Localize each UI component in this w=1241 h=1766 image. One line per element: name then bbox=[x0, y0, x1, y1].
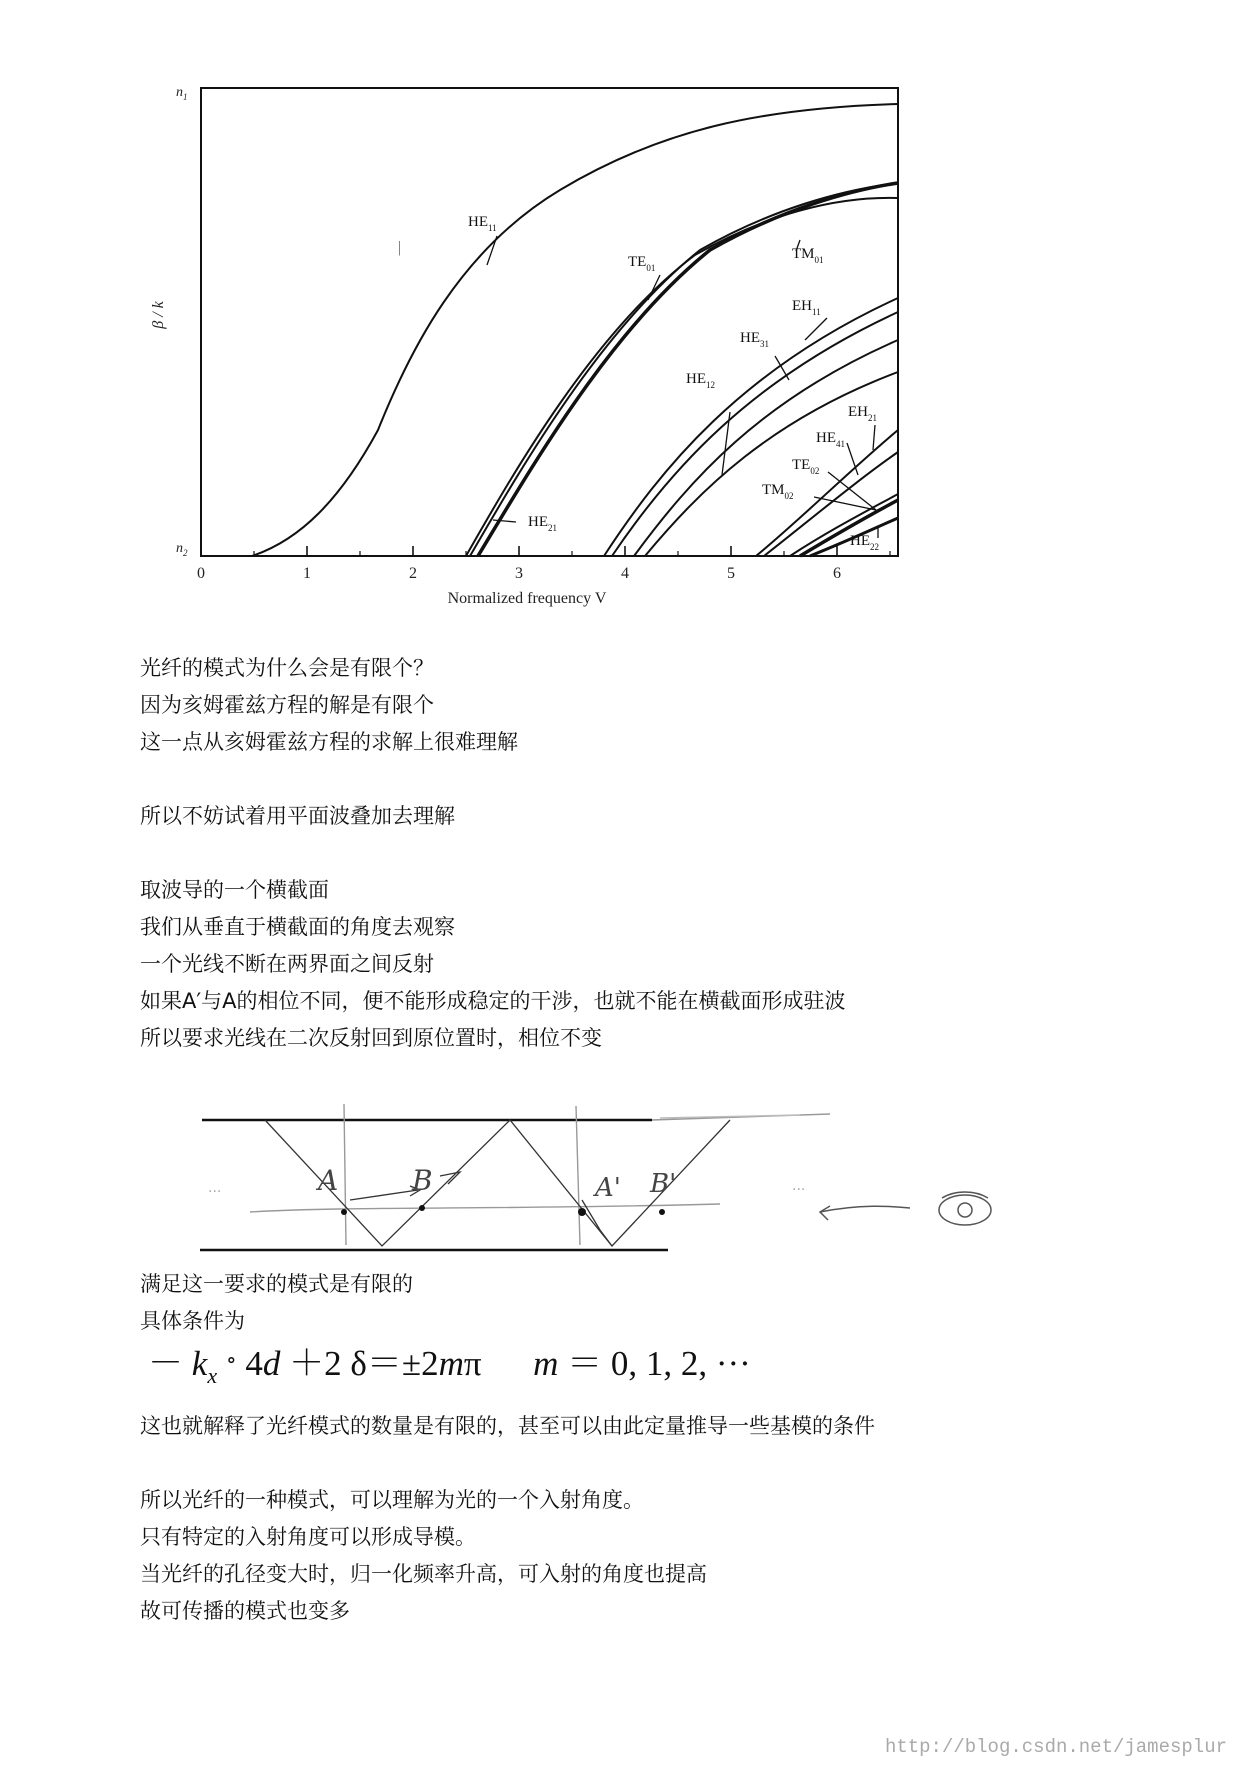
n1-label: $n_1$ bbox=[176, 85, 188, 102]
curve-he11 bbox=[252, 104, 898, 556]
mode-label-eh21: $EH_{21}$ bbox=[848, 404, 877, 423]
curve-he21 bbox=[466, 198, 898, 556]
mode-label-tm02: $TM_{02}$ bbox=[762, 482, 794, 501]
mode-label-he22: $HE_{22}$ bbox=[850, 533, 879, 552]
text-line: 我们从垂直于横截面的角度去观察 bbox=[140, 915, 455, 939]
condition-paragraph bbox=[140, 1266, 1140, 1340]
label-A: A bbox=[318, 1164, 339, 1197]
x-tick-label: 4 bbox=[621, 565, 629, 582]
x-axis-label: Normalized frequency V bbox=[447, 590, 607, 607]
dots-left: ... bbox=[208, 1180, 222, 1196]
text-line: 这一点从亥姆霍兹方程的求解上很难理解 bbox=[140, 730, 518, 754]
text-line: 一个光线不断在两界面之间反射 bbox=[140, 952, 434, 976]
scan-mark: | bbox=[398, 239, 402, 256]
text-line: 光纤的模式为什么会是有限个？ bbox=[140, 656, 434, 680]
text-line: 当光纤的孔径变大时，归一化频率升高，可入射的角度也提高 bbox=[140, 1562, 707, 1586]
x-tick-label: 3 bbox=[515, 565, 523, 582]
text-line: 故可传播的模式也变多 bbox=[140, 1599, 350, 1623]
text-line: 所以不妨试着用平面波叠加去理解 bbox=[140, 804, 455, 828]
n2-label: $n_2$ bbox=[176, 541, 188, 558]
curve-he31 bbox=[612, 312, 898, 556]
mode-label-he31: $HE_{31}$ bbox=[740, 330, 769, 349]
mode-label-he12: $HE_{12}$ bbox=[686, 371, 715, 390]
dots-right: ... bbox=[792, 1178, 806, 1194]
curve-tm02 bbox=[800, 500, 898, 556]
plot-frame bbox=[201, 88, 898, 556]
mode-label-he21: $HE_{21}$ bbox=[528, 514, 557, 533]
intro-paragraph bbox=[140, 650, 1140, 1057]
text-line bbox=[140, 1445, 1140, 1482]
text-line: 具体条件为 bbox=[140, 1309, 245, 1333]
mode-label-he11: $HE_{11}$ bbox=[468, 214, 497, 233]
mode-label-te01: $TE_{01}$ bbox=[628, 254, 656, 273]
label-A-prime: A' bbox=[595, 1173, 621, 1203]
mode-label-eh11: $EH_{11}$ bbox=[792, 298, 821, 317]
mode-dispersion-figure bbox=[0, 0, 1241, 640]
eye-icon bbox=[820, 1192, 991, 1225]
text-line: 如果A′与A的相位不同，便不能形成稳定的干涉，也就不能在横截面形成驻波 bbox=[140, 989, 846, 1013]
mode-label-tm01: $TM_{01}$ bbox=[792, 246, 824, 265]
label-B: B bbox=[412, 1164, 433, 1197]
text-line: 这也就解释了光纤模式的数量是有限的，甚至可以由此定量推导一些基模的条件 bbox=[140, 1414, 875, 1438]
text-line: 只有特定的入射角度可以形成导模。 bbox=[140, 1525, 476, 1549]
text-line: 所以要求光线在二次反射回到原位置时，相位不变 bbox=[140, 1026, 602, 1050]
text-line: 所以光纤的一种模式，可以理解为光的一个入射角度。 bbox=[140, 1488, 644, 1512]
y-axis-label: β / k bbox=[150, 301, 167, 329]
mode-label-te02: $TE_{02}$ bbox=[792, 457, 820, 476]
x-tick-label: 0 bbox=[197, 565, 205, 582]
x-tick-label: 1 bbox=[303, 565, 311, 582]
text-line: 取波导的一个横截面 bbox=[140, 878, 329, 902]
text-line: 满足这一要求的模式是有限的 bbox=[140, 1272, 413, 1296]
x-tick-label: 2 bbox=[409, 565, 417, 582]
text-line: 因为亥姆霍兹方程的解是有限个 bbox=[140, 693, 434, 717]
text-line bbox=[140, 761, 1140, 798]
x-tick-label: 5 bbox=[727, 565, 735, 582]
mode-curves bbox=[252, 104, 898, 556]
text-line bbox=[140, 835, 1140, 872]
x-tick-label: 6 bbox=[833, 565, 841, 582]
label-pointers bbox=[487, 236, 878, 538]
waveguide-sketch bbox=[0, 1060, 1241, 1260]
label-B-prime: B' bbox=[650, 1169, 677, 1199]
mode-label-he41: $HE_{41}$ bbox=[816, 430, 845, 449]
conclusion-paragraph bbox=[140, 1408, 1140, 1630]
x-axis-ticks bbox=[197, 546, 890, 582]
phase-condition-formula: － $k_x$ ∘ 4d ＋2 δ＝±2mπ m ＝ 0, 1, 2, ··· bbox=[148, 1344, 751, 1388]
watermark: http://blog.csdn.net/jamesplur bbox=[884, 1736, 1227, 1758]
